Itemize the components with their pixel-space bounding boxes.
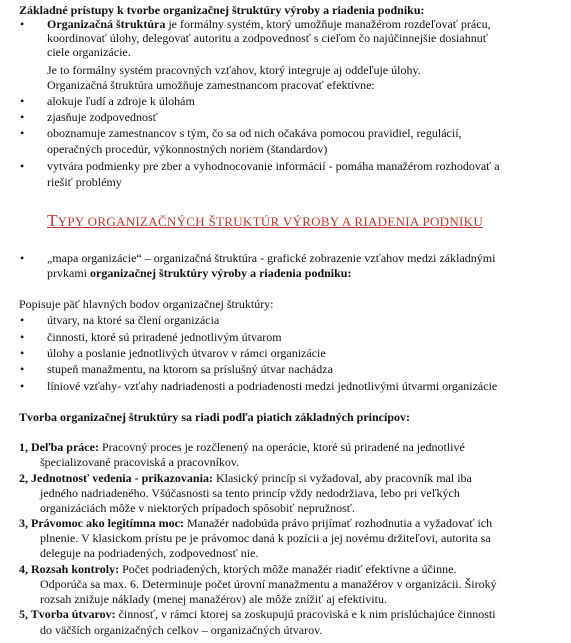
effective-item-cont: operačných procedúr, výkonnostných noriem (štandardov) [47,142,328,156]
principle-4-label: 4, Rozsah kontroly: [19,562,120,576]
intro-bullet-line-4: Je to formálny systém pracovných vzťahov, ktorý integruje aj oddeľuje úlohy. [47,63,421,77]
principle-3-label: 3, Právomoc ako legitímna moc: [19,516,184,530]
principle-1 [19,440,465,454]
point-item: úlohy a poslanie jednotlivých útvarov v rámci organizácie [47,346,326,360]
principle-2 [19,471,472,485]
bullet: • [20,110,25,124]
principle-1-cont: špecializované pracoviská a pracovníkov. [40,455,240,469]
section-heading [47,211,483,231]
intro-bullet-line-2: koordinovať úlohy, delegovať autoritu a zodpovednosť s cieľom čo najúčinnejšie dosiahnuť [47,31,488,45]
principle-3-text: Manažér nadobúda právo prijímať rozhodnutia a vyžadovať ich [183,516,493,530]
principle-4 [19,562,456,576]
map-line-1: „mapa organizácie“ – organizačná štruktúra - grafické zobrazenie vzťahov medzi základnými [47,251,496,265]
map-text: prvkami [47,266,90,280]
intro-title: Základné prístupy k tvorbe organizačnej štruktúry výroby a riadenia podniku: [19,3,425,17]
effective-item: oboznamuje zamestnancov s tým, čo sa od nich očakáva pomocou pravidiel, regulácií, [47,126,462,140]
principle-5-cont: do väčších organizačných celkov – organizačných útvarov. [40,623,323,637]
intro-text: je formálny systém, ktorý umožňuje manažérom rozdeľovať prácu, [165,17,491,31]
principle-2-label: 2, Jednotnosť vedenia - prikazovania: [19,471,213,485]
five-points-intro: Popisuje päť hlavných bodov organizačnej štruktúry: [19,297,274,311]
term-organizacna-struktura: Organizačná štruktúra [47,17,166,31]
point-item: stupeň manažmentu, na ktorom sa príslušný útvar nachádza [47,362,333,376]
principle-4-text: Počet podriadených, ktorých môže manažér riadiť efektívne a účinne. [119,562,457,576]
heading-initial: T [47,211,58,230]
map-bold-text: organizačnej štruktúry výroby a riadenia podniku: [90,266,352,280]
bullet: • [20,330,25,344]
principle-5 [19,607,496,621]
principle-2-cont: organizáciách môže v niektorých prípadoch spôsobiť nepružnosť. [40,501,355,515]
intro-bullet-line-5: Organizačná štruktúra umožňuje zamestnancom pracovať efektívne: [47,78,375,92]
heading-rest: YPY ORGANIZAČNÝCH ŠTRUKTÚR VÝROBY A RIADENIA PODNIKU [57,214,484,229]
principle-3 [19,516,492,530]
principle-1-label: 1, Deľba práce: [19,440,99,454]
bullet: • [20,379,25,393]
bullet: • [20,362,25,376]
point-item: líniové vzťahy- vzťahy nadriadenosti a podriadenosti medzi jednotlivými útvarmi organizácie [47,379,498,393]
bullet: • [20,159,25,173]
principle-3-cont: plnenie. V klasickom prístu pe je právomoc daná k pozícii a jej novému držiteľovi, autorita sa [40,531,491,545]
principle-1-text: Pracovný proces je rozčlenený na operácie, ktoré sú priradené na jednotlivé [98,440,465,454]
bullet: • [20,251,25,265]
map-line-2 [47,266,351,280]
principle-5-label: 5, Tvorba útvarov: [19,607,116,621]
point-item: činnosti, ktoré sú priradené jednotlivým útvarom [47,330,282,344]
bullet: • [20,94,25,108]
intro-bullet-line-1 [47,17,491,31]
bullet: • [20,126,25,140]
principle-5-text: činnosť, v rámci ktorej sa zoskupujú pracoviská e k nim prislúchajúce činnosti [115,607,496,621]
effective-item-cont: riešiť problémy [47,175,122,189]
effective-item: alokuje ľudí a zdroje k úlohám [47,94,195,108]
principle-3-cont: deleguje na podriadených, zodpovednosť nie. [40,546,259,560]
principle-4-cont: Odporúča sa max. 6. Determinuje počet úrovní manažmentu a manažérov v organizácii. Široký [40,577,497,591]
bullet: • [20,346,25,360]
point-item: útvary, na ktoré sa člení organizácia [47,313,220,327]
principle-2-cont: jedného nadriadeného. Všúčasnosti sa tento princíp vždy nedodržiava, lebo pri veľkých [40,486,460,500]
effective-item: vytvára podmienky pre zber a vyhodnocovanie informácií - pomáha manažérom rozhodovať a [47,159,500,173]
bullet: • [20,313,25,327]
intro-bullet-line-3: ciele organizácie. [47,45,131,59]
bullet: • [20,17,25,31]
principle-4-cont: rozsah znižuje náklady (menej manažérov) ale môže znížiť aj efektivitu. [40,592,387,606]
effective-item: zjasňuje zodpovednosť [47,110,158,124]
principle-2-text: Klasický princíp si vyžadoval, aby pracovník mal iba [212,471,472,485]
principles-title: Tvorba organizačnej štruktúry sa riadi podľa piatich základných princípov: [19,410,410,424]
